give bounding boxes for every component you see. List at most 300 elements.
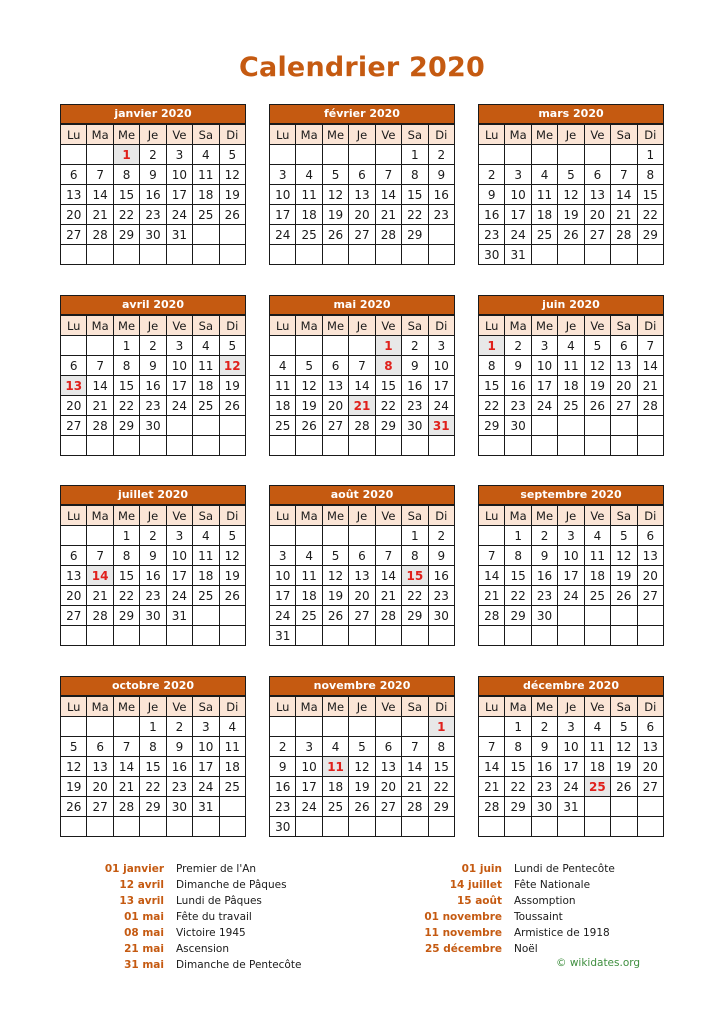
empty-cell xyxy=(296,626,322,646)
day-cell: 7 xyxy=(87,165,113,185)
weekday-header: Lu xyxy=(61,697,87,717)
month-table xyxy=(269,505,455,646)
day-cell: 23 xyxy=(140,586,166,606)
day-cell: 25 xyxy=(193,205,219,225)
empty-cell xyxy=(428,436,454,456)
day-cell: 9 xyxy=(270,757,296,777)
day-cell: 23 xyxy=(479,225,505,245)
day-cell: 4 xyxy=(558,336,584,356)
empty-cell xyxy=(349,717,375,737)
empty-cell xyxy=(87,336,113,356)
empty-cell xyxy=(611,606,637,626)
day-cell: 23 xyxy=(505,396,531,416)
month-title: janvier 2020 xyxy=(60,104,246,124)
empty-cell xyxy=(61,817,87,837)
empty-cell xyxy=(375,245,401,265)
day-cell: 3 xyxy=(193,717,219,737)
day-cell: 26 xyxy=(322,606,348,626)
day-cell: 25 xyxy=(322,797,348,817)
credit-text: © wikidates.org xyxy=(556,957,641,969)
holiday-name: Dimanche de Pâques xyxy=(176,879,287,891)
day-cell: 11 xyxy=(270,376,296,396)
day-cell: 18 xyxy=(584,566,610,586)
day-cell: 30 xyxy=(166,797,192,817)
empty-cell xyxy=(611,797,637,817)
weekday-header: Sa xyxy=(402,697,428,717)
day-cell: 2 xyxy=(479,165,505,185)
day-cell: 27 xyxy=(61,416,87,436)
empty-cell xyxy=(584,436,610,456)
day-cell: 22 xyxy=(113,205,139,225)
empty-cell xyxy=(611,145,637,165)
empty-cell xyxy=(505,436,531,456)
day-cell: 30 xyxy=(505,416,531,436)
weekday-header: Sa xyxy=(193,697,219,717)
day-cell: 28 xyxy=(402,797,428,817)
empty-cell xyxy=(193,245,219,265)
day-cell: 31 xyxy=(270,626,296,646)
empty-cell xyxy=(375,145,401,165)
empty-cell xyxy=(558,245,584,265)
day-cell: 7 xyxy=(637,336,663,356)
day-cell: 8 xyxy=(140,737,166,757)
day-cell: 24 xyxy=(270,225,296,245)
empty-cell xyxy=(193,436,219,456)
day-cell: 18 xyxy=(296,586,322,606)
weekday-header: Sa xyxy=(193,506,219,526)
day-cell: 7 xyxy=(87,546,113,566)
empty-cell xyxy=(637,797,663,817)
empty-cell xyxy=(375,626,401,646)
weekday-header: Lu xyxy=(479,316,505,336)
day-cell: 13 xyxy=(584,185,610,205)
weekday-header: Ve xyxy=(166,125,192,145)
month-calendar xyxy=(478,485,664,646)
day-cell: 27 xyxy=(584,225,610,245)
empty-cell xyxy=(479,817,505,837)
day-cell: 25 xyxy=(296,225,322,245)
day-cell: 16 xyxy=(140,376,166,396)
day-cell: 18 xyxy=(296,205,322,225)
empty-cell xyxy=(479,626,505,646)
empty-cell xyxy=(402,817,428,837)
month-title: février 2020 xyxy=(269,104,455,124)
weekday-header: Ma xyxy=(87,125,113,145)
weekday-header: Me xyxy=(531,125,557,145)
day-cell: 16 xyxy=(428,185,454,205)
day-cell: 29 xyxy=(505,797,531,817)
day-cell: 21 xyxy=(87,586,113,606)
day-cell: 20 xyxy=(61,205,87,225)
empty-cell xyxy=(296,526,322,546)
empty-cell xyxy=(375,817,401,837)
day-cell: 29 xyxy=(402,606,428,626)
weekday-header: Sa xyxy=(611,316,637,336)
day-cell: 27 xyxy=(349,225,375,245)
day-cell: 31 xyxy=(166,225,192,245)
weekday-header: Ve xyxy=(166,316,192,336)
day-cell: 21 xyxy=(479,777,505,797)
day-cell: 10 xyxy=(166,165,192,185)
day-cell: 18 xyxy=(558,376,584,396)
weekday-header: Ve xyxy=(166,697,192,717)
day-cell: 11 xyxy=(219,737,245,757)
day-cell: 11 xyxy=(584,737,610,757)
holiday-date: 08 mai xyxy=(124,927,164,939)
weekday-header: Di xyxy=(637,506,663,526)
weekday-header: Ma xyxy=(505,697,531,717)
empty-cell xyxy=(611,436,637,456)
day-cell: 16 xyxy=(531,566,557,586)
day-cell: 5 xyxy=(219,336,245,356)
month-title: décembre 2020 xyxy=(478,676,664,696)
day-cell: 7 xyxy=(87,356,113,376)
day-cell: 16 xyxy=(166,757,192,777)
day-cell: 19 xyxy=(611,757,637,777)
day-cell: 12 xyxy=(219,356,245,376)
empty-cell xyxy=(270,526,296,546)
day-cell: 4 xyxy=(322,737,348,757)
day-cell: 4 xyxy=(584,717,610,737)
empty-cell xyxy=(113,717,139,737)
day-cell: 9 xyxy=(402,356,428,376)
day-cell: 10 xyxy=(531,356,557,376)
empty-cell xyxy=(193,817,219,837)
day-cell: 20 xyxy=(61,586,87,606)
day-cell: 30 xyxy=(428,606,454,626)
empty-cell xyxy=(637,245,663,265)
day-cell: 21 xyxy=(349,396,375,416)
empty-cell xyxy=(219,416,245,436)
empty-cell xyxy=(193,225,219,245)
empty-cell xyxy=(322,145,348,165)
day-cell: 24 xyxy=(166,586,192,606)
day-cell: 20 xyxy=(322,396,348,416)
day-cell: 11 xyxy=(296,185,322,205)
day-cell: 19 xyxy=(558,205,584,225)
month-title: avril 2020 xyxy=(60,295,246,315)
day-cell: 5 xyxy=(296,356,322,376)
day-cell: 17 xyxy=(166,376,192,396)
day-cell: 19 xyxy=(349,777,375,797)
day-cell: 23 xyxy=(270,797,296,817)
day-cell: 19 xyxy=(219,185,245,205)
day-cell: 16 xyxy=(270,777,296,797)
day-cell: 24 xyxy=(270,606,296,626)
day-cell: 9 xyxy=(140,546,166,566)
holiday-item xyxy=(360,877,615,893)
month-table xyxy=(478,315,664,456)
month-title: mars 2020 xyxy=(478,104,664,124)
empty-cell xyxy=(296,817,322,837)
day-cell: 23 xyxy=(428,205,454,225)
month-table xyxy=(60,124,246,265)
day-cell: 24 xyxy=(166,205,192,225)
day-cell: 19 xyxy=(322,586,348,606)
day-cell: 26 xyxy=(296,416,322,436)
day-cell: 14 xyxy=(87,566,113,586)
empty-cell xyxy=(349,817,375,837)
day-cell: 22 xyxy=(402,205,428,225)
day-cell: 4 xyxy=(584,526,610,546)
weekday-header: Sa xyxy=(193,125,219,145)
day-cell: 1 xyxy=(140,717,166,737)
month-calendar xyxy=(60,485,246,646)
empty-cell xyxy=(611,416,637,436)
day-cell: 17 xyxy=(166,185,192,205)
day-cell: 27 xyxy=(637,777,663,797)
empty-cell xyxy=(505,817,531,837)
day-cell: 4 xyxy=(193,145,219,165)
empty-cell xyxy=(584,606,610,626)
day-cell: 27 xyxy=(611,396,637,416)
empty-cell xyxy=(531,145,557,165)
empty-cell xyxy=(584,245,610,265)
day-cell: 15 xyxy=(479,376,505,396)
day-cell: 22 xyxy=(140,777,166,797)
day-cell: 10 xyxy=(296,757,322,777)
day-cell: 23 xyxy=(428,586,454,606)
month-calendar xyxy=(60,295,246,456)
day-cell: 15 xyxy=(402,566,428,586)
day-cell: 19 xyxy=(219,376,245,396)
weekday-header: Ma xyxy=(87,316,113,336)
day-cell: 5 xyxy=(349,737,375,757)
day-cell: 26 xyxy=(584,396,610,416)
day-cell: 18 xyxy=(193,566,219,586)
day-cell: 8 xyxy=(113,546,139,566)
empty-cell xyxy=(611,626,637,646)
day-cell: 27 xyxy=(87,797,113,817)
day-cell: 18 xyxy=(219,757,245,777)
day-cell: 22 xyxy=(402,586,428,606)
day-cell: 13 xyxy=(61,566,87,586)
holiday-name: Ascension xyxy=(176,943,230,955)
day-cell: 16 xyxy=(531,757,557,777)
day-cell: 3 xyxy=(166,145,192,165)
month-calendar xyxy=(60,676,246,837)
day-cell: 10 xyxy=(166,546,192,566)
day-cell: 27 xyxy=(375,797,401,817)
weekday-header: Lu xyxy=(479,506,505,526)
day-cell: 17 xyxy=(558,566,584,586)
day-cell: 25 xyxy=(193,586,219,606)
day-cell: 2 xyxy=(428,145,454,165)
empty-cell xyxy=(140,245,166,265)
empty-cell xyxy=(375,436,401,456)
day-cell: 12 xyxy=(322,185,348,205)
empty-cell xyxy=(270,245,296,265)
empty-cell xyxy=(296,336,322,356)
empty-cell xyxy=(637,817,663,837)
day-cell: 19 xyxy=(296,396,322,416)
empty-cell xyxy=(428,626,454,646)
day-cell: 1 xyxy=(375,336,401,356)
weekday-header: Lu xyxy=(61,506,87,526)
day-cell: 7 xyxy=(375,165,401,185)
empty-cell xyxy=(113,436,139,456)
day-cell: 4 xyxy=(296,165,322,185)
weekday-header: Je xyxy=(349,316,375,336)
day-cell: 13 xyxy=(61,185,87,205)
empty-cell xyxy=(349,626,375,646)
weekday-header: Ma xyxy=(505,506,531,526)
holiday-name: Lundi de Pâques xyxy=(176,895,262,907)
empty-cell xyxy=(61,336,87,356)
holiday-date: 21 mai xyxy=(124,943,164,955)
empty-cell xyxy=(87,245,113,265)
empty-cell xyxy=(87,817,113,837)
month-table xyxy=(60,315,246,456)
weekday-header: Ve xyxy=(584,125,610,145)
empty-cell xyxy=(166,817,192,837)
weekday-header: Di xyxy=(219,125,245,145)
day-cell: 6 xyxy=(375,737,401,757)
day-cell: 8 xyxy=(113,356,139,376)
day-cell: 28 xyxy=(479,797,505,817)
day-cell: 24 xyxy=(558,586,584,606)
holiday-date: 01 janvier xyxy=(104,863,164,875)
holiday-date: 01 novembre xyxy=(424,911,502,923)
empty-cell xyxy=(322,526,348,546)
day-cell: 20 xyxy=(349,586,375,606)
empty-cell xyxy=(193,416,219,436)
weekday-header: Ve xyxy=(584,506,610,526)
empty-cell xyxy=(140,626,166,646)
empty-cell xyxy=(219,436,245,456)
empty-cell xyxy=(166,416,192,436)
day-cell: 9 xyxy=(428,165,454,185)
day-cell: 22 xyxy=(505,586,531,606)
day-cell: 14 xyxy=(479,566,505,586)
weekday-header: Ve xyxy=(375,125,401,145)
day-cell: 20 xyxy=(637,566,663,586)
month-calendar xyxy=(478,104,664,265)
empty-cell xyxy=(270,145,296,165)
day-cell: 25 xyxy=(270,416,296,436)
day-cell: 21 xyxy=(479,586,505,606)
empty-cell xyxy=(61,436,87,456)
empty-cell xyxy=(349,526,375,546)
empty-cell xyxy=(558,817,584,837)
weekday-header: Di xyxy=(219,316,245,336)
weekday-header: Ve xyxy=(375,697,401,717)
empty-cell xyxy=(270,717,296,737)
weekday-header: Ma xyxy=(505,125,531,145)
day-cell: 29 xyxy=(505,606,531,626)
weekday-header: Me xyxy=(113,697,139,717)
day-cell: 6 xyxy=(637,717,663,737)
day-cell: 5 xyxy=(558,165,584,185)
weekday-header: Sa xyxy=(402,506,428,526)
day-cell: 5 xyxy=(322,165,348,185)
day-cell: 1 xyxy=(113,526,139,546)
day-cell: 18 xyxy=(193,185,219,205)
day-cell: 1 xyxy=(402,145,428,165)
holiday-list-right xyxy=(360,861,615,957)
day-cell: 2 xyxy=(531,717,557,737)
day-cell: 10 xyxy=(166,356,192,376)
weekday-header: Me xyxy=(113,125,139,145)
day-cell: 3 xyxy=(166,526,192,546)
day-cell: 6 xyxy=(349,165,375,185)
day-cell: 30 xyxy=(140,225,166,245)
day-cell: 30 xyxy=(531,797,557,817)
day-cell: 20 xyxy=(61,396,87,416)
day-cell: 3 xyxy=(558,526,584,546)
empty-cell xyxy=(87,526,113,546)
empty-cell xyxy=(322,717,348,737)
weekday-header: Di xyxy=(428,506,454,526)
day-cell: 25 xyxy=(193,396,219,416)
weekday-header: Me xyxy=(322,125,348,145)
day-cell: 6 xyxy=(584,165,610,185)
day-cell: 28 xyxy=(375,606,401,626)
empty-cell xyxy=(113,245,139,265)
empty-cell xyxy=(428,225,454,245)
day-cell: 7 xyxy=(375,546,401,566)
empty-cell xyxy=(322,245,348,265)
empty-cell xyxy=(558,416,584,436)
day-cell: 10 xyxy=(558,737,584,757)
weekday-header: Ve xyxy=(584,316,610,336)
empty-cell xyxy=(219,797,245,817)
day-cell: 2 xyxy=(140,526,166,546)
day-cell: 29 xyxy=(375,416,401,436)
day-cell: 13 xyxy=(637,546,663,566)
weekday-header: Lu xyxy=(270,125,296,145)
weekday-header: Me xyxy=(531,316,557,336)
weekday-header: Ma xyxy=(87,506,113,526)
day-cell: 29 xyxy=(428,797,454,817)
weekday-header: Me xyxy=(113,316,139,336)
day-cell: 27 xyxy=(349,606,375,626)
empty-cell xyxy=(296,145,322,165)
weekday-header: Sa xyxy=(402,125,428,145)
weekday-header: Je xyxy=(349,506,375,526)
day-cell: 16 xyxy=(402,376,428,396)
day-cell: 27 xyxy=(637,586,663,606)
day-cell: 17 xyxy=(558,757,584,777)
empty-cell xyxy=(140,436,166,456)
day-cell: 1 xyxy=(428,717,454,737)
holiday-item xyxy=(60,925,301,941)
day-cell: 21 xyxy=(87,205,113,225)
day-cell: 27 xyxy=(61,225,87,245)
day-cell: 18 xyxy=(193,376,219,396)
day-cell: 24 xyxy=(531,396,557,416)
holiday-item xyxy=(60,909,301,925)
empty-cell xyxy=(166,436,192,456)
holiday-name: Fête Nationale xyxy=(514,879,591,891)
empty-cell xyxy=(219,225,245,245)
empty-cell xyxy=(402,626,428,646)
day-cell: 14 xyxy=(87,185,113,205)
day-cell: 18 xyxy=(322,777,348,797)
month-table xyxy=(478,505,664,646)
day-cell: 12 xyxy=(296,376,322,396)
empty-cell xyxy=(637,626,663,646)
day-cell: 18 xyxy=(270,396,296,416)
day-cell: 14 xyxy=(402,757,428,777)
weekday-header: Sa xyxy=(193,316,219,336)
day-cell: 7 xyxy=(113,737,139,757)
day-cell: 5 xyxy=(611,526,637,546)
day-cell: 9 xyxy=(505,356,531,376)
empty-cell xyxy=(87,717,113,737)
empty-cell xyxy=(87,436,113,456)
day-cell: 25 xyxy=(219,777,245,797)
